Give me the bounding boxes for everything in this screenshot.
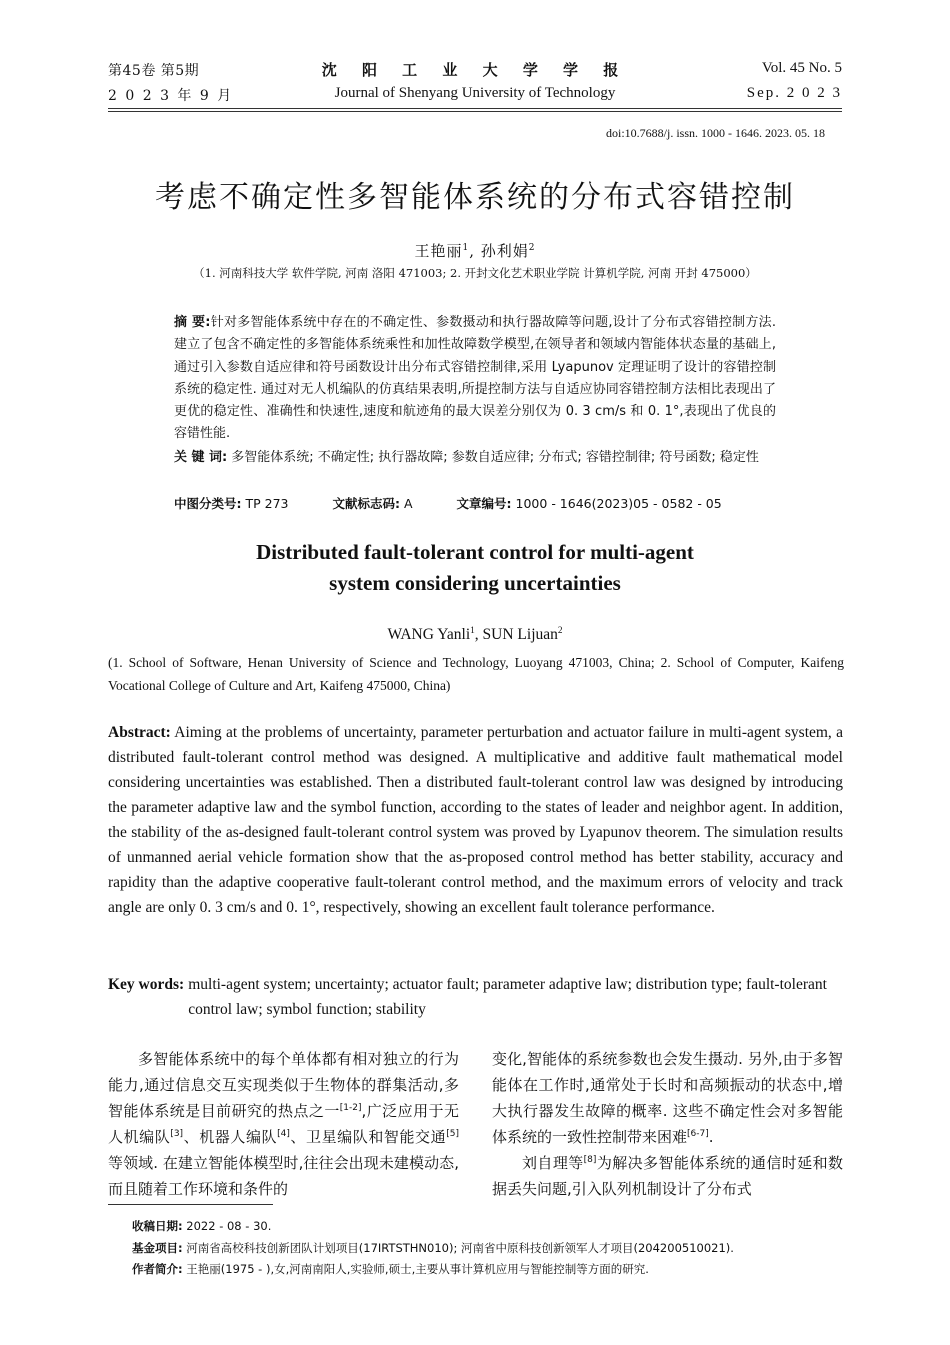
body-text: 多智能体系统中的每个单体都有相对独立的行为能力,通过信息交互实现类似于生物体的群集活动,多智能体系统是目前研究的热点之一 bbox=[108, 1050, 459, 1120]
author-en-2-sup: 2 bbox=[557, 625, 563, 636]
header-journal-cn: 沈 阳 工 业 大 学 学 报 bbox=[321, 61, 629, 79]
author-cn-2-sup: 2 bbox=[528, 243, 536, 253]
footnote-author bbox=[132, 1261, 844, 1277]
title-cn: 考虑不确定性多智能体系统的分布式容错控制 bbox=[155, 180, 795, 215]
keywords-cn-label: 关 键 词: bbox=[174, 450, 228, 465]
authors-en bbox=[0, 626, 950, 644]
footnote-text: 王艳丽(1975 - ),女,河南南阳人,实验师,硕士,主要从事计算机应用与智能控制等方面的研究. bbox=[186, 1262, 649, 1276]
header-volume-en: Vol. 45 No. 5 bbox=[761, 60, 842, 76]
author-cn-1: 王艳丽 bbox=[414, 242, 463, 260]
author-en-2: , SUN Lijuan bbox=[474, 626, 558, 643]
abstract-cn-text: 针对多智能体系统中存在的不确定性、参数摄动和执行器故障等问题,设计了分布式容错控制方法. 建立了包含不确定性的多智能体系统乘性和加性故障数学模型,在领导者和领域内智能体状态量的基础上,通过引入参数自适应律和符号函数设计出分布式容错控制律,采用 Lyapunov 定理证明了设计的容错控制系统的稳定性. 通过对无人机编队的仿真结果表明,所提控制方法与自适应协同容错控制方法相比表现出了更优的稳定性、准确性和快速性,速度和航迹角的最大误差分别仅为 0. 3 cm/s 和 0. 1°,表现出了优良的容错性能. bbox=[174, 315, 776, 442]
footnote-text: 2022 - 08 - 30. bbox=[186, 1219, 272, 1233]
affiliation-cn: （1. 河南科技大学 软件学院, 河南 洛阳 471003; 2. 开封文化艺术职业学院 计算机学院, 河南 开封 475000） bbox=[193, 266, 757, 280]
footnote-rule bbox=[108, 1204, 273, 1205]
keywords-cn-text: 多智能体系统; 不确定性; 执行器故障; 参数自适应律; 分布式; 容错控制律; 符号函数; 稳定性 bbox=[231, 450, 759, 465]
footnote-text: 河南省高校科技创新团队计划项目(17IRTSTHN010); 河南省中原科技创新领军人才项目(204200510021). bbox=[186, 1241, 734, 1255]
body-text: 刘自理等 bbox=[522, 1154, 584, 1172]
classification-row bbox=[174, 494, 722, 512]
clc-value: TP 273 bbox=[245, 496, 289, 511]
header-journal-en: Journal of Shenyang University of Technology bbox=[334, 85, 616, 101]
abstract-en-label: Abstract: bbox=[108, 724, 171, 741]
author-en-1-sup: 1 bbox=[470, 625, 475, 636]
article-number-label: 文章编号: bbox=[456, 496, 512, 511]
title-en-line1: Distributed fault-tolerant control for multi-agent bbox=[256, 540, 694, 564]
author-cn-1-sup: 1 bbox=[462, 243, 470, 253]
footnote-label: 基金项目: bbox=[132, 1241, 183, 1255]
citation: [8] bbox=[583, 1155, 597, 1165]
author-cn-2: , 孙利娟 bbox=[469, 242, 529, 260]
header-date-en: Sep. 2 0 2 3 bbox=[746, 85, 842, 101]
body-text: 为解决多智能体系统的通信时延和数据丢失问题,引入队列机制设计了分布式 bbox=[492, 1154, 843, 1198]
authors-cn bbox=[0, 240, 950, 261]
header-volume-cn: 第45卷 第5期 bbox=[108, 63, 200, 79]
citation: [5] bbox=[446, 1129, 459, 1139]
keywords-en-text: multi-agent system; uncertainty; actuator fault; parameter adaptive law; distribution type; fault-tolerant control law; symbol function; stability bbox=[188, 976, 827, 1018]
clc-label: 中图分类号: bbox=[174, 496, 242, 511]
clc-number bbox=[174, 494, 289, 512]
citation: [1-2] bbox=[339, 1103, 362, 1113]
body-text: 等领域. 在建立智能体模型时,往往会出现未建模动态,而且随着工作环境和条件的 bbox=[108, 1154, 459, 1198]
body-paragraph bbox=[492, 1150, 843, 1202]
abstract-cn-label: 摘 要: bbox=[174, 315, 211, 330]
body-right-column bbox=[492, 1046, 843, 1202]
footnote-fund bbox=[132, 1240, 844, 1256]
title-en-line2: system considering uncertainties bbox=[329, 571, 621, 595]
body-text: ,广泛应用于无人机编队 bbox=[108, 1102, 459, 1146]
body-text: 、机器人编队 bbox=[183, 1128, 278, 1146]
title-en bbox=[0, 537, 950, 599]
header-date-cn: 2 0 2 3 年 9 月 bbox=[108, 88, 234, 104]
header-rule-bottom bbox=[108, 111, 842, 112]
keywords-cn bbox=[174, 447, 776, 468]
body-paragraph bbox=[108, 1046, 459, 1202]
affiliation-en: (1. School of Software, Henan University of Science and Technology, Luoyang 471003, China; 2. School of Computer, Kaifeng Vocational College of Culture and Art, Kaifeng 475000, China) bbox=[108, 655, 844, 693]
citation: [6-7] bbox=[687, 1129, 709, 1139]
footnote-received bbox=[132, 1218, 844, 1234]
document-code bbox=[333, 494, 413, 512]
citation: [4] bbox=[277, 1129, 290, 1139]
header-rule-top bbox=[108, 108, 842, 109]
abstract-en bbox=[108, 720, 843, 920]
footnote-label: 作者简介: bbox=[132, 1262, 183, 1276]
abstract-en-text: Aiming at the problems of uncertainty, parameter perturbation and actuator failure in multi-agent system, a distributed fault-tolerant control method was designed. A multiplicative and additive fault mathematical model considering uncertainties was established. Then a distributed fault-tolerant control law was designed by introducing the parameter adaptive law and the symbol function, according to the states of leader and neighbor agent. In addition, the stability of the as-designed fault-tolerant control system was proved by Lyapunov theorem. The simulation results of unmanned aerial vehicle formation show that the as-proposed control method has better stability, accuracy and rapidity than the adaptive cooperative fault-tolerant control method, and the maximum errors of velocity and track angle are only 0. 3 cm/s and 0. 1°, respectively, showing an excellent fault tolerance performance. bbox=[108, 724, 843, 916]
doc-code-value: A bbox=[403, 496, 413, 511]
article-number-value: 1000 - 1646(2023)05 - 0582 - 05 bbox=[515, 496, 722, 511]
doi: doi:10.7688/j. issn. 1000 - 1646. 2023. 05. 18 bbox=[605, 126, 825, 140]
citation: [3] bbox=[170, 1129, 184, 1139]
body-text: 、卫星编队和智能交通 bbox=[289, 1128, 447, 1146]
article-number bbox=[457, 494, 722, 512]
abstract-cn bbox=[174, 312, 776, 446]
body-text: 变化,智能体的系统参数也会发生摄动. 另外,由于多智能体在工作时,通常处于长时和高频振动的状态中,增大执行器发生故障的概率. 这些不确定性会对多智能体系统的一致性控制带来困难 bbox=[492, 1050, 843, 1146]
body-left-column bbox=[108, 1046, 459, 1202]
footnote-label: 收稿日期: bbox=[132, 1219, 183, 1233]
body-paragraph bbox=[492, 1046, 843, 1150]
body-text: . bbox=[708, 1128, 714, 1146]
keywords-en bbox=[108, 972, 843, 1022]
keywords-en-label: Key words: bbox=[108, 976, 185, 993]
author-en-1: WANG Yanli bbox=[387, 626, 471, 643]
doc-code-label: 文献标志码: bbox=[332, 496, 400, 511]
